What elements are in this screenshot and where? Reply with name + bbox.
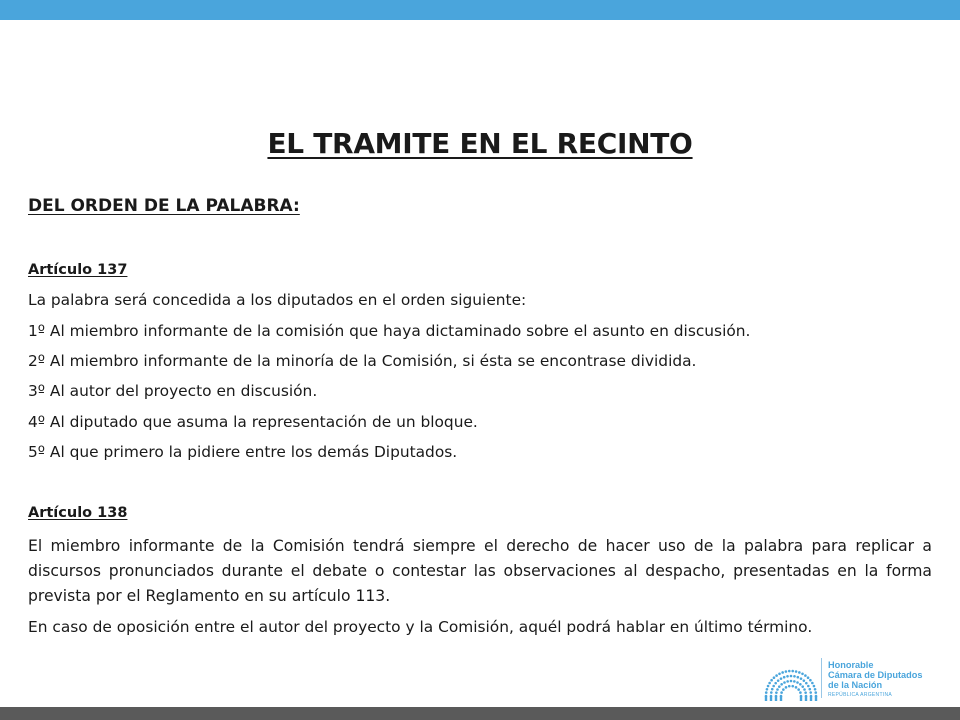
logo-dot	[783, 681, 786, 684]
logo-dot	[780, 691, 783, 694]
logo-dot	[797, 688, 800, 691]
logo-dot	[780, 677, 783, 680]
slide-title: EL TRAMITE EN EL RECINTO	[267, 127, 693, 160]
logo-dot	[803, 679, 806, 682]
logo-arch-leg	[770, 696, 772, 701]
top-accent-bar	[0, 0, 960, 20]
logo-dot	[800, 677, 803, 680]
logo-dot	[808, 688, 811, 691]
logo-dot	[811, 682, 814, 685]
logo-dot	[782, 688, 785, 691]
logo-dot	[785, 686, 788, 689]
logo-dot	[790, 675, 793, 678]
logo-dot	[795, 670, 798, 673]
logo-dot	[780, 683, 783, 686]
logo-dot	[775, 674, 778, 677]
logo-dot	[813, 685, 816, 688]
logo-dot	[770, 679, 773, 682]
logo-dot	[772, 685, 775, 688]
logo-dot	[814, 691, 817, 694]
article-138-paragraph: En caso de oposición entre el autor del proyecto y la Comisión, aquél podrá hablar en último término.	[28, 618, 813, 636]
logo-arch-leg	[815, 696, 817, 701]
logo-dot	[798, 671, 801, 674]
logo-dot	[765, 691, 768, 694]
logo-dot	[785, 670, 788, 673]
logo-dot	[804, 674, 807, 677]
logo-dot	[771, 688, 774, 691]
logo-dot	[776, 688, 779, 691]
bottom-footer-bar	[0, 707, 960, 720]
logo-dot	[809, 691, 812, 694]
logo-line: Cámara de Diputados	[828, 670, 923, 680]
logo-dot	[801, 673, 804, 676]
logo-dot	[774, 682, 777, 685]
logo-arch-leg	[800, 696, 802, 701]
logo-arch-leg	[780, 696, 782, 701]
logo-arch-leg	[765, 696, 767, 701]
logo-dot	[790, 680, 793, 683]
logo-line: Honorable	[828, 660, 874, 670]
logo-dot	[770, 691, 773, 694]
logo-dot	[788, 670, 791, 673]
logo-dot	[814, 688, 817, 691]
logo-dot	[777, 679, 780, 682]
logo-dot	[773, 676, 776, 679]
logo-dot	[803, 688, 806, 691]
logo-dot	[805, 682, 808, 685]
logo-dot	[781, 671, 784, 674]
logo-dot	[793, 680, 796, 683]
logo-dot	[786, 680, 789, 683]
article-137-line: 3º Al autor del proyecto en discusión.	[28, 382, 318, 400]
article-137-line: 1º Al miembro informante de la comisión que haya dictaminado sobre el asunto en discusión.	[28, 322, 751, 340]
logo-dot	[775, 691, 778, 694]
chamber-logo	[762, 652, 932, 702]
logo-dot	[791, 685, 794, 688]
article-137-line: 5º Al que primero la pidiere entre los demás Diputados.	[28, 443, 458, 461]
logo-dot	[788, 685, 791, 688]
logo-dot	[799, 691, 802, 694]
logo-arch-leg	[775, 696, 777, 701]
article-137-heading: Artículo 137	[28, 262, 128, 278]
logo-dot	[796, 681, 799, 684]
congress-arch-icon	[762, 652, 820, 702]
logo-dot	[795, 686, 798, 689]
article-137-line: 2º Al miembro informante de la minoría de la Comisión, si ésta se encontrase dividida.	[28, 352, 697, 370]
logo-dot	[801, 685, 804, 688]
logo-dot	[766, 688, 769, 691]
logo-dot	[767, 685, 770, 688]
logo-dot	[809, 679, 812, 682]
article-138-heading: Artículo 138	[28, 505, 128, 521]
logo-arch-leg	[810, 696, 812, 701]
logo-dot	[799, 683, 802, 686]
article-137-line: La palabra será concedida a los diputados en el orden siguiente:	[28, 291, 527, 309]
logo-dot	[778, 685, 781, 688]
logo-dot	[797, 676, 800, 679]
article-138-paragraph: El miembro informante de la Comisión tendrá siempre el derecho de hacer uso de la palabra para replicar a discursos pronunciados durante el debate o contestar las observaciones al despacho, presentadas en la forma prevista por el Reglamento en su artículo 113.	[28, 537, 932, 605]
logo-divider	[821, 658, 822, 698]
logo-dot	[783, 676, 786, 679]
logo-dot	[804, 691, 807, 694]
logo-dot	[791, 670, 794, 673]
logo-dot	[786, 675, 789, 678]
logo-dot	[778, 673, 781, 676]
logo-dot	[807, 685, 810, 688]
logo-country: REPÚBLICA ARGENTINA	[828, 692, 893, 698]
section-subtitle: DEL ORDEN DE LA PALABRA:	[28, 196, 300, 216]
logo-arch-leg	[805, 696, 807, 701]
article-137-line: 4º Al diputado que asuma la representación de un bloque.	[28, 413, 478, 431]
logo-wordmark	[828, 660, 922, 690]
logo-line: de la Nación	[828, 680, 883, 690]
logo-dot	[768, 682, 771, 685]
logo-dot	[807, 676, 810, 679]
logo-dot	[793, 675, 796, 678]
